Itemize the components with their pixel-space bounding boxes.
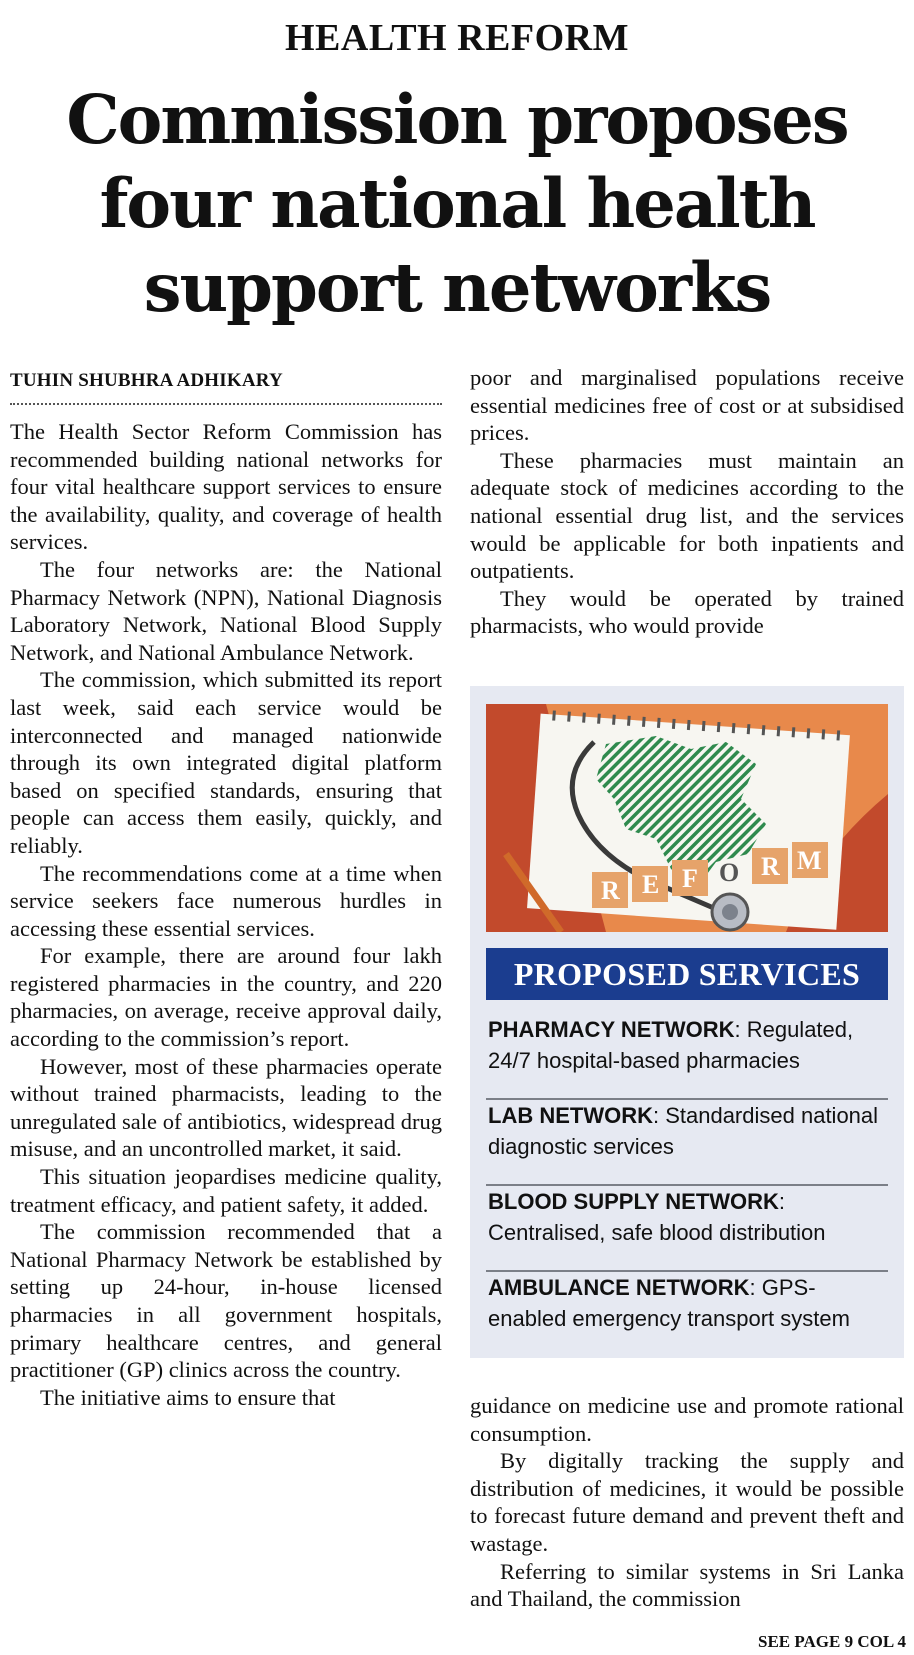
service-item	[488, 1272, 886, 1334]
paragraph: For example, there are around four lakh registered pharmacies in the country, and 220 pharmacies, on average, receive approval daily, according to the commission’s report.	[10, 943, 442, 1052]
paragraph: The four networks are: the National Pharmacy Network (NPN), National Diagnosis Laboratory Network, National Blood Supply Network, and National Ambulance Network.	[10, 556, 442, 665]
service-description: : GPS-enabled emergency transport system	[488, 1275, 850, 1331]
service-item	[488, 1186, 886, 1248]
paragraph: They would be operated by trained pharmacists, who would provide	[470, 585, 904, 639]
sidebar-title: PROPOSED SERVICES	[486, 948, 888, 1000]
reform-illustration	[486, 704, 888, 932]
paragraph: Referring to similar systems in Sri Lanka and Thailand, the commission	[470, 1558, 904, 1612]
service-item	[488, 1100, 886, 1162]
byline-divider	[10, 403, 442, 405]
paragraph: The recommendations come at a time when service seekers face numerous hurdles in accessing these essential services.	[10, 860, 442, 941]
article-column-right-bottom	[470, 1392, 904, 1644]
paragraph: These pharmacies must maintain an adequate stock of medicines according to the national essential drug list, and the services would be applicable for both inpatients and outpatients.	[470, 447, 904, 584]
paragraph: However, most of these pharmacies operate without trained pharmacists, leading to the unregulated sale of antibiotics, widespread drug misuse, and an uncontrolled market, it said.	[10, 1053, 442, 1162]
paragraph: poor and marginalised populations receive essential medicines free of cost or at subsidised prices.	[470, 365, 904, 446]
proposed-services-sidebar	[470, 686, 904, 1358]
headline-line-3: support networks	[143, 248, 771, 327]
article-column-right-top	[470, 364, 904, 669]
illustration-letter: M	[797, 846, 822, 875]
headline	[0, 78, 914, 330]
paragraph: The commission, which submitted its report last week, said each service would be interconnected and managed nationwide through its own integrated digital platform based on specified standards, ensuring that people can access them easily, quickly, and reliably.	[10, 667, 442, 858]
service-name: AMBULANCE NETWORK	[488, 1275, 750, 1300]
illustration-letter: R	[761, 852, 780, 881]
paragraph: By digitally tracking the supply and distribution of medicines, it would be possible to forecast future demand and prevent theft and wastage.	[470, 1448, 904, 1556]
headline-line-1: Commission proposes	[66, 80, 848, 159]
service-name: LAB NETWORK	[488, 1103, 653, 1128]
paragraph: guidance on medicine use and promote rational consumption.	[470, 1393, 904, 1446]
jump-line: SEE PAGE 9 COL 4	[758, 1632, 906, 1651]
service-name: PHARMACY NETWORK	[488, 1017, 735, 1042]
service-name: BLOOD SUPPLY NETWORK	[488, 1189, 779, 1214]
paragraph: The Health Sector Reform Commission has recommended building national networks for four vital healthcare support services to ensure the availability, quality, and coverage of health services.	[10, 419, 442, 555]
stethoscope-map-icon	[486, 704, 888, 932]
paragraph: The commission recommended that a National Pharmacy Network be established by setting up 24-hour, in-house licensed pharmacies in all government hospitals, primary healthcare centres, and general practitioner (GP) clinics across the country.	[10, 1219, 442, 1383]
section-kicker: HEALTH REFORM	[285, 17, 629, 59]
service-description: : Standardised national diagnostic services	[488, 1103, 879, 1159]
article-column-left	[10, 418, 442, 1643]
paragraph: This situation jeopardises medicine quality, treatment efficacy, and patient safety, it added.	[10, 1164, 442, 1217]
illustration-letter: R	[601, 876, 620, 905]
byline: TUHIN SHUBHRA ADHIKARY	[10, 370, 283, 391]
paragraph: The initiative aims to ensure that	[40, 1384, 336, 1410]
service-item	[488, 1014, 886, 1076]
illustration-letter: O	[719, 858, 740, 887]
service-description: : Regulated, 24/7 hospital-based pharmacies	[488, 1017, 854, 1073]
illustration-letter: E	[642, 870, 660, 899]
headline-line-2: four national health	[99, 164, 815, 243]
service-description: : Centralised, safe blood distribution	[488, 1189, 826, 1245]
illustration-letter: F	[682, 864, 698, 893]
